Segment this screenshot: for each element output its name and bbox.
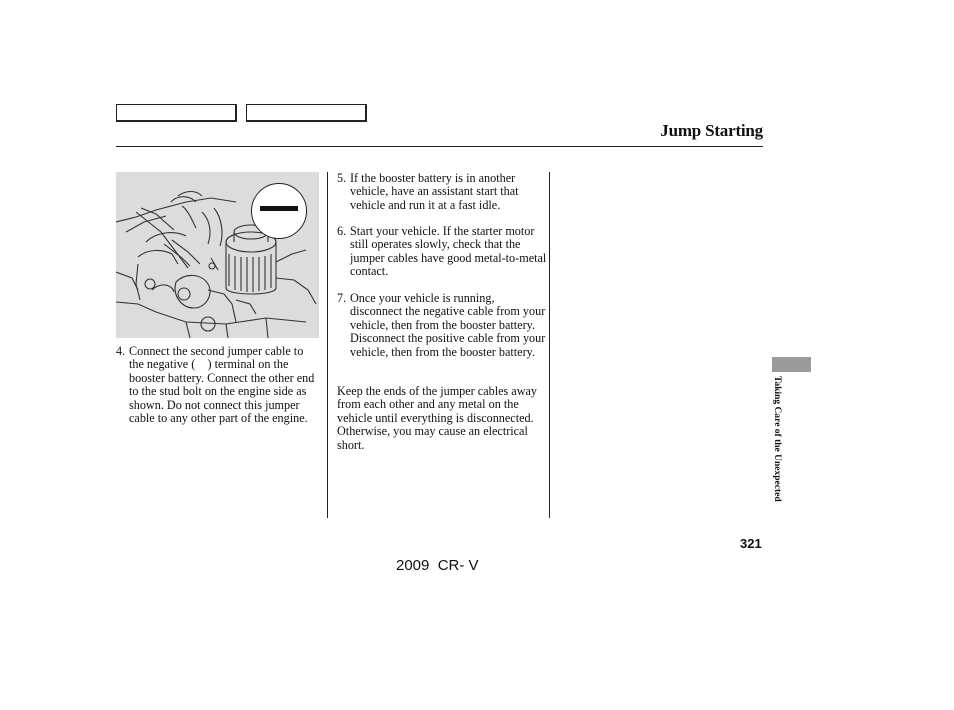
title-divider [116, 146, 763, 147]
engine-bay-jumper-cable-icon [116, 172, 319, 338]
section-label: Taking Care of the Unexpected [772, 376, 782, 502]
column-divider-left [327, 172, 328, 518]
inset-circle [251, 183, 307, 239]
step-text: Connect the second jumper cable to the negative ( ) terminal on the booster battery. Connect the other end to the stud bolt on the engine side as shown. Do not connect this jumper cable to any other part of the engine. [129, 344, 315, 426]
negative-terminal-icon [260, 206, 298, 211]
page-number: 321 [740, 536, 762, 551]
column-divider-right [549, 172, 550, 518]
step-6 [337, 225, 547, 279]
footer-model: 2009 CR- V [396, 557, 479, 574]
page-title: Jump Starting [660, 121, 763, 140]
nav-button-next[interactable] [246, 104, 367, 122]
step-number: 7. [337, 291, 347, 305]
section-tab[interactable] [772, 357, 811, 372]
step-text: Start your vehicle. If the starter motor still operates slowly, check that the jumper cables have good metal-to-metal contact. [350, 224, 547, 279]
step-7 [337, 292, 547, 359]
safety-note: Keep the ends of the jumper cables away from each other and any metal on the vehicle until everything is disconnected. Otherwise, you may cause an electrical short. [337, 384, 537, 452]
step-number: 4. [116, 344, 126, 358]
step-5 [337, 172, 547, 212]
step-number: 5. [337, 171, 347, 185]
step-text: Once your vehicle is running, disconnect the negative cable from your vehicle, then from the booster battery. Disconnect the positive cable from your vehicle, then from the booster battery. [350, 291, 546, 359]
nav-button-previous[interactable] [116, 104, 237, 122]
step-4 [116, 345, 320, 425]
step-text: If the booster battery is in another vehicle, have an assistant start that vehicle and run it at a fast idle. [350, 171, 519, 212]
step-number: 6. [337, 224, 347, 238]
